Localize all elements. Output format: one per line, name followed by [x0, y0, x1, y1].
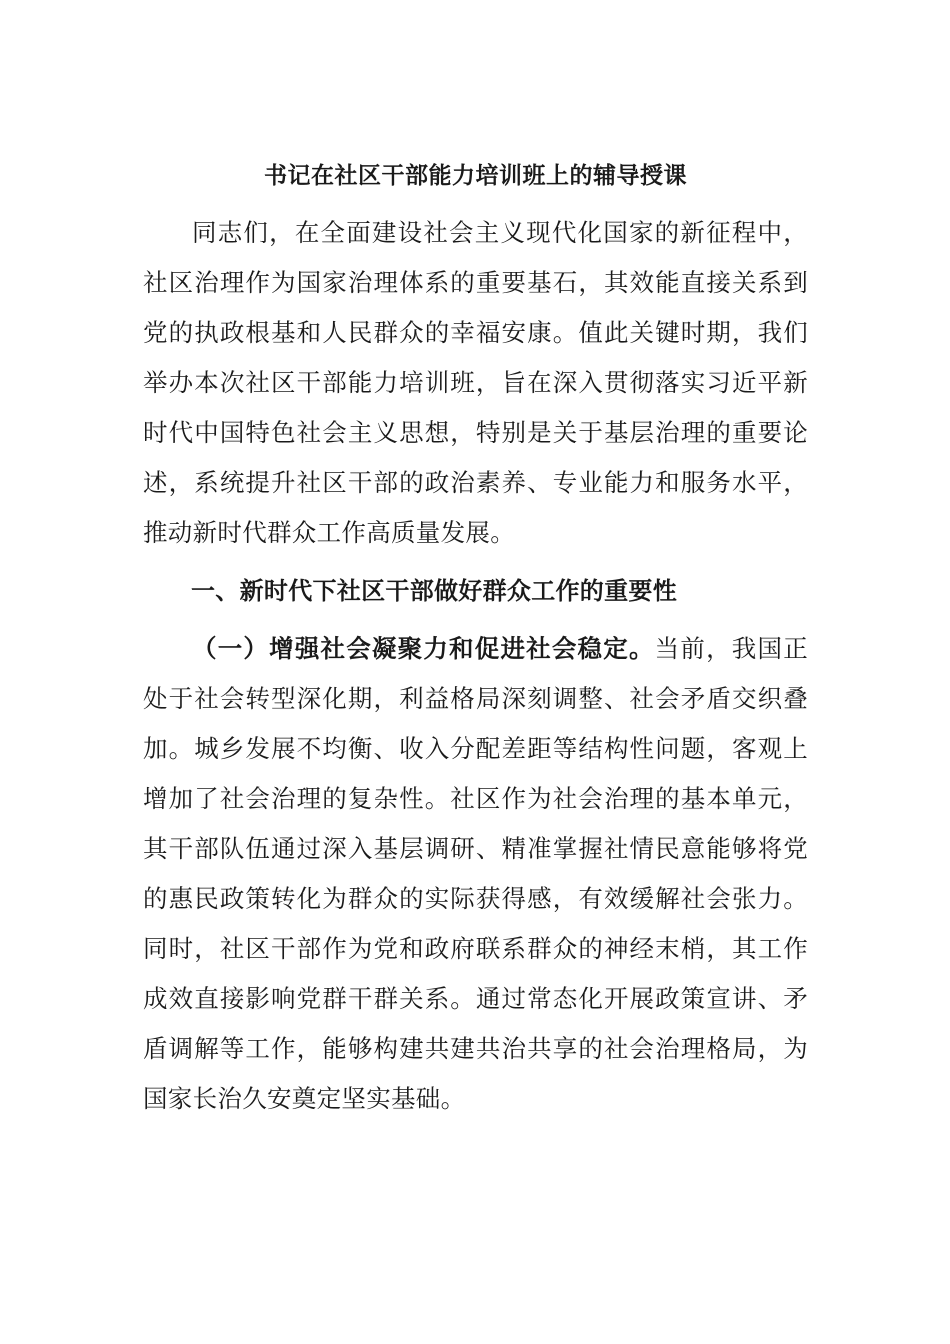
subsection-heading: （一）增强社会凝聚力和促进社会稳定。: [192, 634, 655, 663]
document-title: 书记在社区干部能力培训班上的辅导授课: [264, 163, 687, 189]
intro-paragraph: 同志们，在全面建设社会主义现代化国家的新征程中，社区治理作为国家治理体系的重要基石，其效能直接关系到党的执政根基和人民群众的幸福安康。值此关键时期，我们举办本次社区干部能力培训班，旨在深入贯彻落实习近平新时代中国特色社会主义思想，特别是关于基层治理的重要论述，系统提升社区干部的政治素养、专业能力和服务水平，推动新时代群众工作高质量发展。: [143, 218, 808, 547]
section-heading: 一、新时代下社区干部做好群众工作的重要性: [191, 577, 677, 605]
subsection-paragraph: [143, 624, 808, 1124]
document-page: [143, 150, 808, 1124]
subsection-body: 当前，我国正处于社会转型深化期，利益格局深刻调整、社会矛盾交织叠加。城乡发展不均衡、收入分配差距等结构性问题，客观上增加了社会治理的复杂性。社区作为社会治理的基本单元，其干部队伍通过深入基层调研、精准掌握社情民意能够将党的惠民政策转化为群众的实际获得感，有效缓解社会张力。同时，社区干部作为党和政府联系群众的神经末梢，其工作成效直接影响党群干群关系。通过常态化开展政策宣讲、矛盾调解等工作，能够构建共建共治共享的社会治理格局，为国家长治久安奠定坚实基础。: [143, 634, 808, 1113]
